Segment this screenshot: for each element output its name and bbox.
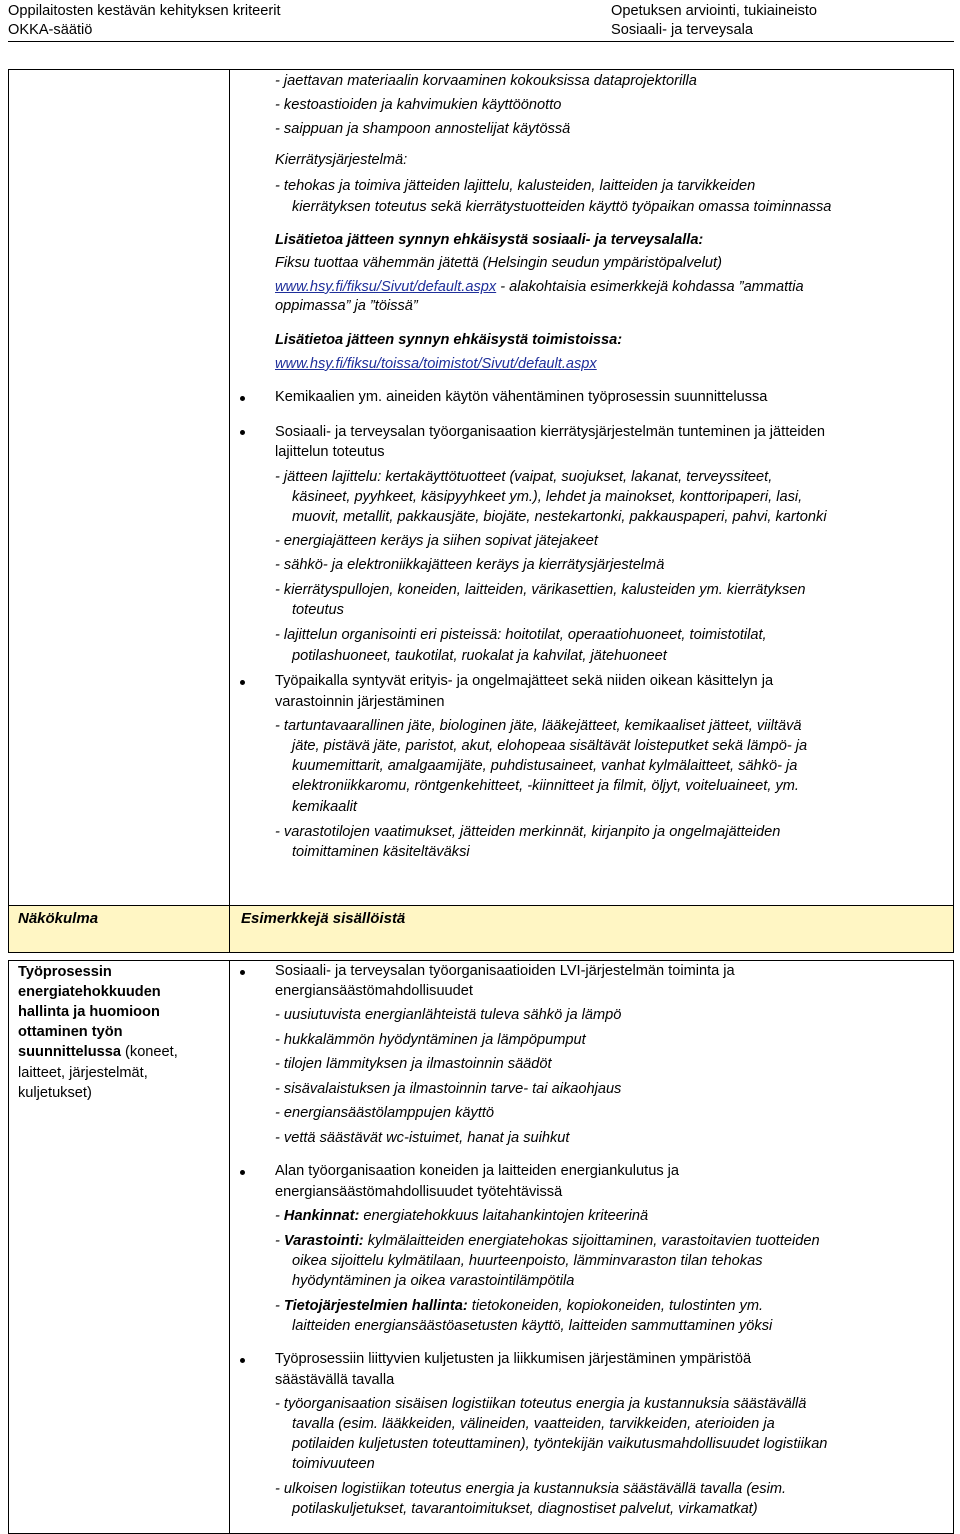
list-item: - uusiutuvista energianlähteistä tuleva sähkö ja lämpö <box>275 1007 622 1023</box>
list-item-continuation: muovit, metallit, pakkausjäte, biojäte, nestekartonki, pakkauspaperi, pahvi, kartonki <box>292 509 827 525</box>
list-item: - Hankinnat: energiatehokkuus laitahankintojen kriteerinä <box>275 1208 649 1224</box>
list-item-continuation: oikea sijoittelu kylmätilaan, huurteenpoisto, lämminvaraston tilan tehokas <box>292 1253 763 1269</box>
recycling-heading: Kierrätysjärjestelmä: <box>275 152 408 168</box>
bullet-hvac: Sosiaali- ja terveysalan työorganisaatioiden LVI-järjestelmän toiminta ja <box>275 963 735 979</box>
spacer-cell <box>230 953 954 961</box>
list-item-continuation: laitteiden energiansäästöasetusten käyttö, laitteiden sammuttaminen yöksi <box>292 1318 773 1334</box>
page-header <box>0 0 960 40</box>
list-item-continuation: tavalla (esim. lääkkeiden, välineiden, vaatteiden, tarvikkeiden, aterioiden ja <box>292 1416 775 1432</box>
bullet-hvac-cont: energiansäästömahdollisuudet <box>275 983 473 999</box>
aspect-bold-part: suunnittelussa <box>18 1044 121 1060</box>
list-item: - lajittelun organisointi eri pisteissä: hoitotilat, operaatiohuoneet, toimistotilat, <box>275 627 767 643</box>
bullet-icon <box>240 680 245 685</box>
info-source: Fiksu tuottaa vähemmän jätettä (Helsingin seudun ympäristöpalvelut) <box>275 255 722 271</box>
list-item-continuation: kuumemittarit, amalgaamijäte, puhdistusaineet, vanhat kylmälaitteet, sähkö- ja <box>292 758 798 774</box>
bullet-transport-cont: säästävällä tavalla <box>275 1372 395 1388</box>
bullet-icon <box>240 1170 245 1175</box>
aspect-line: hallinta ja huomioon <box>18 1004 160 1020</box>
list-item-continuation: toimittaminen käsiteltäväksi <box>292 844 470 860</box>
list-item: - tartuntavaarallinen jäte, biologinen jäte, lääkejätteet, kemikaaliset jätteet, viiltävä <box>275 718 802 734</box>
info-link-note-cont: oppimassa” ja ”töissä” <box>275 298 418 314</box>
row-spacer <box>9 953 954 961</box>
aspect-line: energiatehokkuuden <box>18 984 161 1000</box>
column-header-aspect <box>9 906 230 953</box>
right-cell-continuation <box>230 70 954 906</box>
list-item-continuation: potilaiden kuljetusten toteuttaminen), työntekijän vaikutusmahdollisuudet logistiikan <box>292 1436 828 1452</box>
aspect-line: ottaminen työn <box>18 1024 123 1040</box>
column-header-examples <box>230 906 954 953</box>
aspect-line: kuljetukset) <box>18 1085 92 1101</box>
list-item-continuation: potilaskuljetukset, tavarantoimitukset, diagnostiset palvelut, virkamatkat) <box>292 1501 758 1517</box>
bullet-hazardous: Työpaikalla syntyvät erityis- ja ongelmajätteet sekä niiden oikean käsittelyn ja <box>275 673 774 689</box>
list-item: - varastotilojen vaatimukset, jätteiden merkinnät, kirjanpito ja ongelmajätteiden <box>275 824 781 840</box>
aspect-line: Työprosessin <box>18 964 112 980</box>
info-link-note: - alakohtaisia esimerkkejä kohdassa ”ammattia <box>496 279 804 295</box>
aspect-line: laitteet, järjestelmät, <box>18 1065 148 1081</box>
header-document-title: Opetuksen arviointi, tukiaineisto <box>611 3 818 19</box>
spacer-cell <box>9 953 230 961</box>
list-item: - sähkö- ja elektroniikkajätteen keräys ja kierrätysjärjestelmä <box>275 557 665 573</box>
list-item: - sisävalaistuksen ja ilmastoinnin tarve- tai aikaohjaus <box>275 1081 622 1097</box>
list-item: - Tietojärjestelmien hallinta: tietokoneiden, kopiokoneiden, tulostinten ym. <box>275 1298 764 1314</box>
list-item: - energiajätteen keräys ja siihen sopivat jätejakeet <box>275 533 598 549</box>
item-label-procurement: Hankinnat: <box>283 1208 360 1224</box>
offices-link[interactable]: www.hsy.fi/fiksu/toissa/toimistot/Sivut/default.aspx <box>275 356 597 372</box>
list-item-continuation: toteutus <box>292 602 344 618</box>
list-item-continuation: kierrätyksen toteutus sekä kierrätystuotteiden käyttö työpaikan omassa toiminnassa <box>292 199 832 215</box>
bullet-hazardous-cont: varastoinnin järjestäminen <box>275 694 445 710</box>
left-cell-empty <box>9 70 230 906</box>
bullet-recycling: Sosiaali- ja terveysalan työorganisaation kierrätysjärjestelmän tunteminen ja jätteiden <box>275 424 825 440</box>
bullet-icon <box>240 1358 245 1363</box>
header-criteria-title: Oppilaitosten kestävän kehityksen kriteerit <box>8 3 281 19</box>
aspect-line-mixed <box>18 1043 178 1062</box>
bullet-transport: Työprosessiin liittyvien kuljetusten ja liikkumisen järjestäminen ympäristöä <box>275 1351 752 1367</box>
table-header-row <box>9 906 954 953</box>
list-item: - ulkoisen logistiikan toteutus energia ja kustannuksia säästävällä tavalla (esim. <box>275 1481 787 1497</box>
list-item: - energiansäästölamppujen käyttö <box>275 1105 495 1121</box>
list-item: - Varastointi: kylmälaitteiden energiatehokas sijoittaminen, varastoitavien tuotteiden <box>275 1233 820 1249</box>
list-item: - hukkalämmön hyödyntäminen ja lämpöpumput <box>275 1032 586 1048</box>
info-heading-healthcare: Lisätietoa jätteen synnyn ehkäisystä sosiaali- ja terveysalalla: <box>275 232 704 248</box>
info-link-row-offices <box>275 355 597 374</box>
bullet-recycling-cont: lajittelun toteutus <box>275 444 385 460</box>
list-item: - kierrätyspullojen, koneiden, laitteiden, värikasettien, kalusteiden ym. kierrätyksen <box>275 582 806 598</box>
list-item: - tilojen lämmityksen ja ilmastoinnin säädöt <box>275 1056 552 1072</box>
right-cell-energy <box>230 961 954 1534</box>
bullet-devices: Alan työorganisaation koneiden ja laitteiden energiankulutus ja <box>275 1163 680 1179</box>
table-row <box>9 70 954 906</box>
header-examples-label: Esimerkkejä sisällöistä <box>241 910 406 927</box>
bullet-chemicals: Kemikaalien ym. aineiden käytön vähentäminen työprosessin suunnittelussa <box>275 389 768 405</box>
info-link-row <box>275 278 804 297</box>
header-right <box>611 2 817 40</box>
list-item: - kestoastioiden ja kahvimukien käyttöönotto <box>275 97 562 113</box>
aspect-normal-part: (koneet, <box>120 1044 178 1060</box>
item-text: energiatehokkuus laitahankintojen kriteerinä <box>359 1208 649 1224</box>
bullet-icon <box>240 970 245 975</box>
item-label-it: Tietojärjestelmien hallinta: <box>283 1298 468 1314</box>
list-item: - vettä säästävät wc-istuimet, hanat ja suihkut <box>275 1130 570 1146</box>
bullet-icon <box>240 396 245 401</box>
list-item-continuation: kemikaalit <box>292 799 357 815</box>
list-item: - saippuan ja shampoon annostelijat käytössä <box>275 121 571 137</box>
left-cell-energy <box>9 961 230 1534</box>
list-item-continuation: elektroniikkaromu, röntgenkehitteet, -kiinnitteet ja filmit, öljyt, voiteluaineet, ym. <box>292 778 799 794</box>
header-organization: OKKA-säätiö <box>8 22 93 38</box>
header-aspect-label: Näkökulma <box>18 910 99 927</box>
list-item-continuation: toimivuuteen <box>292 1456 375 1472</box>
content-table <box>8 69 954 1534</box>
fiksu-link[interactable]: www.hsy.fi/fiksu/Sivut/default.aspx <box>275 279 497 295</box>
bullet-devices-cont: energiansäästömahdollisuudet työtehtävissä <box>275 1184 563 1200</box>
item-text: tietokoneiden, kopiokoneiden, tulostinten ym. <box>467 1298 764 1314</box>
list-item: - jätteen lajittelu: kertakäyttötuotteet (vaipat, suojukset, lakanat, terveyssiteet, <box>275 469 773 485</box>
header-left <box>8 2 281 40</box>
info-heading-offices: Lisätietoa jätteen synnyn ehkäisystä toimistoissa: <box>275 332 623 348</box>
list-item: - työorganisaation sisäisen logistiikan toteutus energia ja kustannuksia säästävällä <box>275 1396 807 1412</box>
list-item-continuation: jäte, pistävä jäte, paristot, akut, elohopeaa sisältävät loisteputket sekä lämpö- ja <box>292 738 808 754</box>
item-text: kylmälaitteiden energiatehokas sijoittaminen, varastoitavien tuotteiden <box>363 1233 820 1249</box>
list-item: - jaettavan materiaalin korvaaminen kokouksissa dataprojektorilla <box>275 73 697 89</box>
list-item-continuation: käsineet, pyyhkeet, käsipyyhkeet ym.), lehdet ja mainokset, konttoripaperi, lasi, <box>292 489 803 505</box>
header-field: Sosiaali- ja terveysala <box>611 22 753 38</box>
table-row <box>9 961 954 1534</box>
list-item-continuation: hyödyntäminen ja oikea varastointilämpötila <box>292 1273 575 1289</box>
item-label-storage: Varastointi: <box>283 1233 364 1249</box>
bullet-icon <box>240 430 245 435</box>
header-divider <box>8 41 954 42</box>
list-item: - tehokas ja toimiva jätteiden lajittelu, kalusteiden, laitteiden ja tarvikkeiden <box>275 178 756 194</box>
list-item-continuation: potilashuoneet, taukotilat, ruokalat ja kahvilat, jätehuoneet <box>292 648 667 664</box>
